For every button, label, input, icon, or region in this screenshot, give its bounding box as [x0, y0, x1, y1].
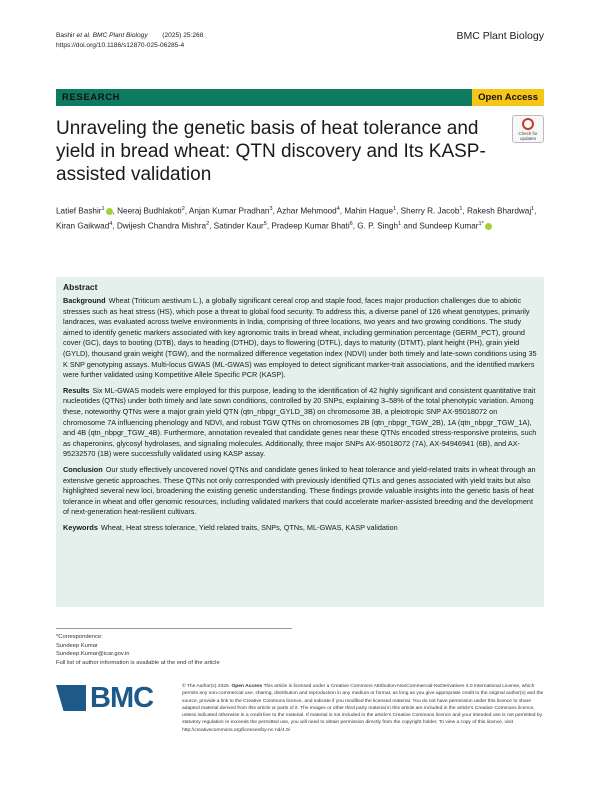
abstract-results: [63, 386, 537, 460]
check-for-updates-button[interactable]: [512, 115, 544, 143]
affiliation-marker: 3: [269, 206, 273, 212]
orcid-icon[interactable]: [485, 223, 492, 230]
conclusion-text: Our study effectively uncovered novel QTNs and candidate genes linked to heat tolerance and yield-related traits in wheat through an extensive genetic approaches. These QTNs not only corresponded with previously identified QTLs and genes associated with yield traits but also highlighted several new loci, broadening the existing genetic understanding. These findings provide valuable insights into the genetic basis of heat tolerance in wheat and offer genomic resources, including validated markers that could accelerate marker-assisted breeding and the development of next-generation heat-resilient cultivars.: [63, 464, 536, 517]
abstract-keywords: [63, 523, 537, 534]
abstract-conclusion: [63, 465, 537, 518]
author-name: , Anjan Kumar Pradhan: [184, 206, 270, 216]
author-name: , Mahin Haque: [339, 206, 394, 216]
correspondence-block: [56, 633, 220, 667]
licence-text: [182, 683, 544, 734]
licence-body: This article is licensed under a Creative Commons Attribution-NonCommercial-NoDerivatives 4.0 International License, which permits any non-commercial use, sharing, distribution and reproduction in any medium or format, as long as you give appropriate credit to the original author(s) and the source, provide a link to the Creative Commons licence, and indicate if you modified the licensed material. You do not have permission under this licence to share adapted material derived from this article or parts of it. The images or other third party material in this article are included in the article's Creative Commons licence, unless indicated otherwise in a credit line to the material. If material is not included in the article's Creative Commons licence and your intended use is not permitted by statutory regulation or exceeds the permitted use, you will need to obtain permission directly from the copyright holder. To view a copy of this licence, visit http://creativecommons.org/licenses/by-nc-nd/4.0/.: [182, 684, 544, 733]
footnote-divider: [56, 628, 292, 629]
update-icon: [522, 118, 534, 130]
conclusion-label: Conclusion: [63, 464, 103, 474]
author-name: , Dwijesh Chandra Mishra: [112, 221, 207, 231]
citation-header: [56, 31, 203, 50]
open-access-badge: Open Access: [472, 89, 544, 106]
citation-journal: et al. BMC Plant Biology: [76, 32, 148, 39]
doi-link[interactable]: https://doi.org/10.1186/s12870-025-06285-4: [56, 41, 185, 49]
author-name: and Sundeep Kumar: [401, 221, 479, 231]
orcid-icon[interactable]: [106, 208, 113, 215]
author-name: , Kiran Gaikwad: [56, 206, 537, 231]
bmc-logo-text: BMC: [90, 682, 154, 714]
correspondence-email[interactable]: Sundeep.Kumar@icar.gov.in: [56, 651, 130, 658]
author-info-note: Full list of author information is available at the end of the article: [56, 659, 220, 666]
results-text: Six ML-GWAS models were employed for this purpose, leading to the identification of 42 highly significant and consistent quantitative trait nucleotides (QTNs) under both timely and late sown conditions, controlled by 20 SNPs, explaining 3–58% of the total phenotypic variation. Among these, noteworthy QTNs were a major grain yield QTN (qtn_nbpgr_GYLD_3B) on chromosome 3B, a pleiotropic SNP AX-95018072 on chromosome 7A influencing phenology and NDVI, and robust TGW QTNs on chromosomes 2B (qtn_nbpgr_TGW_2B), 1A (qtn_nbpgr_TGW_1A), and 4B (qtn_nbpgr_TGW_4B). Furthermore, annotation revealed that candidate genes near these QTNs encoded stress-responsive proteins, such as chaperonins, glycosyl hydrolases, and signaling molecules. Additionally, three major SNPs AX-95018072 (7A), AX-94946941 (6B), and AX-95232570 (1B) were successfully validated using KASP assay.: [63, 385, 537, 459]
abstract-background: [63, 296, 537, 381]
article-title: Unraveling the genetic basis of heat tolerance and yield in bread wheat: QTN discovery and Its KASP-assisted validation: [56, 118, 486, 185]
abstract-heading: Abstract: [63, 282, 98, 292]
background-label: Background: [63, 296, 106, 305]
abstract-box: [56, 277, 544, 607]
author-name: , Pradeep Kumar Bhati: [266, 221, 350, 231]
affiliation-marker: 1: [398, 220, 402, 227]
author-name: , Satinder Kaur: [209, 221, 264, 231]
check-for-label: Check for: [518, 131, 538, 136]
affiliation-marker: 1: [531, 206, 535, 212]
affiliation-marker: 4: [109, 220, 113, 227]
affiliation-marker: 1*: [478, 220, 484, 227]
affiliation-marker: 6: [349, 220, 353, 227]
updates-label: updates: [519, 136, 536, 141]
copyright-notice: © The Author(s) 2025.: [182, 684, 231, 689]
licence-open-access: Open Access: [231, 684, 263, 689]
author-name: , Neeraj Budhlakoti: [112, 206, 182, 216]
journal-name: BMC Plant Biology: [456, 30, 544, 42]
author-name: , G. P. Singh: [352, 221, 399, 231]
article-type-label: RESEARCH: [62, 92, 121, 103]
article-type-banner: [56, 89, 544, 106]
affiliation-marker: 1: [393, 206, 397, 212]
affiliation-marker: 5: [263, 220, 267, 227]
background-text: Wheat (Triticum aestivum L.), a globally significant cereal crop and staple food, faces major production challenges due to abiotic stresses such as heat stress (HS), which pose a threat to global food security. To address this, a diverse panel of 126 wheat genotypes, primarily landraces, was evaluated across twelve environments in India, comprising of three locations, two years and two growing conditions. The study aimed to identify genetic markers associated with key agronomic traits in bread wheat, including germination percentage (GERM_PCT), ground cover (GC), days to booting (DTB), days to heading (DTHD), days to flowering (DTFL), days to maturity (DTMT), plant height (PH), grain yield (GYLD), thousand grain weight (TGW), and the normalized difference vegetation index (NDVI) under both timely and late-sown conditions using 35 K SNP genotyping assays. Multi-locus GWAS (ML-GWAS) was employed to detect significant marker-trait associations, and the identified markers were further validated using Kompetitive Allele Specific PCR (KASP).: [63, 296, 537, 380]
keywords-text: Wheat, Heat stress tolerance, Yield related traits, SNPs, QTNs, ML-GWAS, KASP validation: [100, 522, 398, 532]
author-list: [56, 203, 544, 232]
author-name: , Sherry R. Jacob: [396, 206, 460, 216]
affiliation-marker: 2: [181, 206, 185, 212]
author-name: , Azhar Mehmood: [272, 206, 337, 216]
citation-authors: Bashir: [56, 32, 77, 39]
correspondence-name: Sundeep Kumar: [56, 642, 98, 649]
results-label: Results: [63, 385, 90, 395]
author-name: , Rakesh Bhardwaj: [462, 206, 532, 216]
keywords-label: Keywords: [63, 522, 98, 532]
affiliation-marker: 1: [459, 206, 463, 212]
affiliation-marker: 2: [206, 220, 210, 227]
affiliation-marker: 1: [101, 206, 105, 212]
bmc-logo: [56, 683, 168, 713]
bmc-logo-mark: [56, 685, 86, 711]
correspondence-label: *Correspondence:: [56, 634, 103, 640]
author-name: Latief Bashir: [56, 206, 102, 216]
citation-year: (2025) 25:268: [162, 32, 204, 39]
affiliation-marker: 4: [336, 206, 340, 212]
